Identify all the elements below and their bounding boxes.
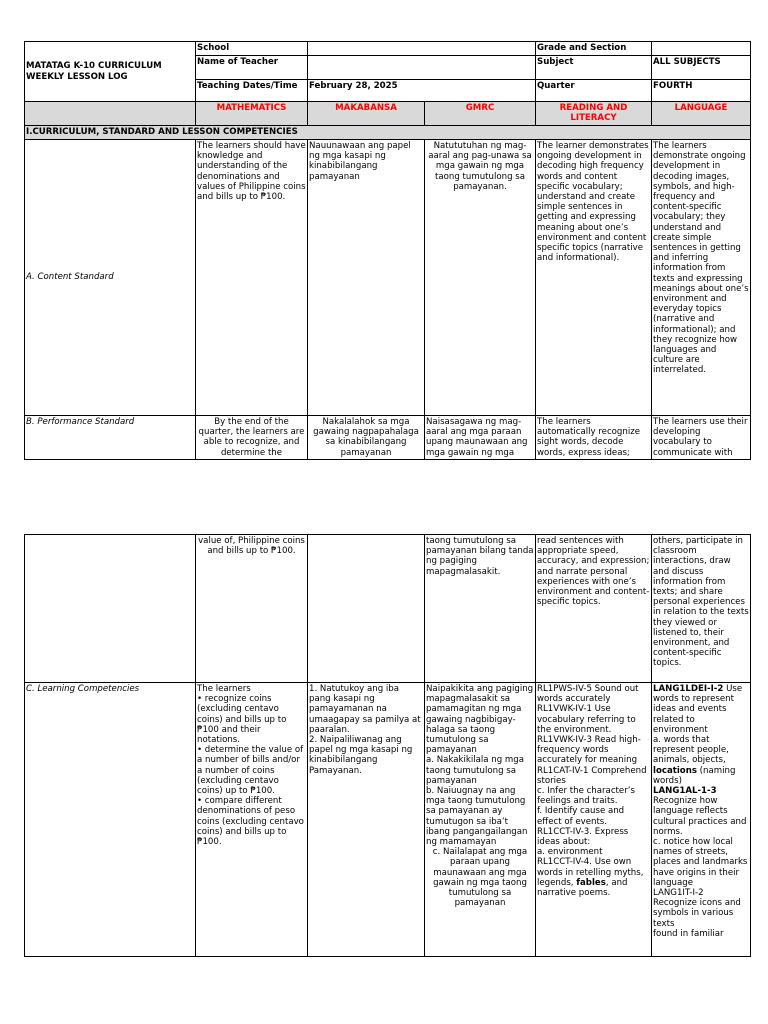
- content-standard-makabansa: Nauunawaan ang papel ng mga kasapi ng kinabibilangang pamayanan: [308, 140, 425, 416]
- section-heading-curriculum: I.CURRICULUM, STANDARD AND LESSON COMPETENCIES: [25, 126, 751, 140]
- performance-standard-makabansa-cont: [308, 535, 425, 683]
- performance-standard-math-cont: value of, Philippine coins and bills up to ₱100.: [196, 535, 308, 683]
- reading-competency-9: [537, 857, 650, 898]
- performance-standard-reading: The learners automatically recognize sight words, decode words, express ideas;: [536, 416, 652, 460]
- school-field[interactable]: [308, 42, 536, 56]
- language-text-8: found in familiar: [653, 928, 724, 939]
- language-code-2: [653, 786, 749, 796]
- subject-header-makabansa: MAKABANSA: [308, 102, 425, 126]
- gmrc-competency-intro: Naipakikita ang pagiging mapagmalasakit sa pamamagitan ng mga gawaing nagbibigay-halaga sa taong tumutulong sa pamayanan: [426, 684, 534, 756]
- subject-label: Subject: [536, 56, 652, 80]
- content-standard-label: A. Content Standard: [25, 140, 196, 416]
- content-standard-reading: The learner demonstrates ongoing development in decoding high frequency words and content specific vocabulary; understand and create simple sentences in getting and expressing meaning about one’s environment and content specific topics (narrative and informational).: [536, 140, 652, 416]
- reading-competency-6: f. Identify cause and effect of events.: [537, 806, 625, 827]
- reading-competency-9-bold: fables: [576, 877, 606, 888]
- language-text-1: Use words to represent ideas and events related to environment: [653, 684, 743, 735]
- subject-header-math: MATHEMATICS: [196, 102, 308, 126]
- dates-field[interactable]: February 28, 2025: [308, 80, 536, 102]
- math-competency-3: • compare different denominations of peso coins (excluding centavo coins) and bills up to ₱100.: [197, 796, 304, 848]
- reading-competency-3: RL1VWK-IV-3 Read high-frequency words accurately for meaning: [537, 735, 641, 766]
- reading-competency-9-tail: , and narrative poems.: [537, 877, 628, 899]
- subject-field[interactable]: ALL SUBJECTS: [652, 56, 751, 80]
- language-text-2: a. words that represent people, animals, objects,: [653, 735, 729, 766]
- content-standard-gmrc: Natututuhan ng mag-aaral ang pag-unawa sa mga gawain ng mga taong tumutulong sa pamayanan.: [425, 140, 536, 416]
- teacher-field[interactable]: [308, 56, 536, 80]
- language-text-5: c. notice how local names of streets, places and landmarks have origins in their language: [653, 837, 748, 888]
- language-bold-2: locations: [653, 765, 697, 776]
- language-text-7: Recognize icons and symbols in various texts: [653, 898, 741, 929]
- performance-standard-label: B. Performance Standard: [25, 416, 196, 460]
- gmrc-competency-a: a. Nakakikilala ng mga taong tumutulong sa pamayanan: [426, 755, 525, 786]
- content-standard-language: The learners demonstrate ongoing development in decoding images, symbols, and high-frequency and content-specific vocabulary; they understand and create simple sentences in getting and inferring information from texts and expressing meanings about one’s environment and everyday topics (narrative and informational); and they recognize how languages and culture are interrelated.: [652, 140, 751, 416]
- learning-competencies-reading: [536, 683, 652, 957]
- reading-competency-2: RL1VWK-IV-1 Use vocabulary referring to the environment.: [537, 704, 636, 735]
- learning-competencies-gmrc: [425, 683, 536, 957]
- math-competency-intro: The learners: [197, 684, 251, 694]
- content-standard-math: The learners should have knowledge and understanding of the denominations and values of Philippine coins and bills up to ₱100.: [196, 140, 308, 416]
- subject-header-blank: [25, 102, 196, 126]
- teacher-label: Name of Teacher: [196, 56, 308, 80]
- gmrc-competency-b: b. Naiuugnay na ang mga taong tumutulong sa pamayanan ay tumutugon sa iba’t ibang pangangailangan ng mamamayan: [426, 786, 528, 848]
- log-title: MATATAG K-10 CURRICULUM WEEKLY LESSON LOG: [25, 42, 196, 102]
- learning-competencies-math: [196, 683, 308, 957]
- language-code-1: LANG1LDEI-I-2: [653, 684, 724, 694]
- performance-standard-gmrc-cont: taong tumutulong sa pamayanan bilang tanda ng pagiging mapagmalasakit.: [425, 535, 536, 683]
- dates-label: Teaching Dates/Time: [196, 80, 308, 102]
- lesson-log-table-top: [24, 41, 750, 460]
- quarter-label: Quarter: [536, 80, 652, 102]
- learning-competencies-makabansa: [308, 683, 425, 957]
- reading-competency-1: RL1PWS-IV-5 Sound out words accurately: [537, 684, 639, 705]
- math-competency-2: • determine the value of a number of bills and/or a number of coins (excluding centavo coins) up to ₱100.: [197, 745, 304, 797]
- language-competency-1: [653, 684, 749, 735]
- grade-field[interactable]: [652, 42, 751, 56]
- performance-standard-language: The learners use their developing vocabulary to communicate with: [652, 416, 751, 460]
- makabansa-competency-2: 2. Naipaliliwanag ang papel ng mga kasapi ng kinabibilangang Pamayanan.: [309, 735, 413, 776]
- grade-label: Grade and Section: [536, 42, 652, 56]
- performance-standard-makabansa: Nakalalahok sa mga gawaing nagpapahalaga sa kinabibilangang pamayanan: [308, 416, 425, 460]
- subject-header-gmrc: GMRC: [425, 102, 536, 126]
- reading-competency-7: RL1CCT-IV-3. Express ideas about:: [537, 826, 629, 848]
- reading-competency-4: RL1CAT-IV-1 Comprehend stories: [537, 765, 647, 786]
- reading-competency-8: a. environment: [537, 847, 603, 858]
- subject-header-reading: READING AND LITERACY: [536, 102, 652, 126]
- language-text-4: Recognize how language reflects cultural practices and norms.: [653, 796, 747, 837]
- language-text-3: (naming words): [653, 765, 736, 786]
- school-label: School: [196, 42, 308, 56]
- learning-competencies-language: [652, 683, 751, 957]
- lesson-log-table-bottom: [24, 534, 750, 957]
- learning-competencies-label: C. Learning Competencies: [25, 683, 196, 957]
- math-competency-1: • recognize coins (excluding centavo coins) and bills up to ₱100 and their notations.: [197, 694, 287, 746]
- performance-standard-language-cont: others, participate in classroom interactions, draw and discuss information from texts; and share personal experiences in relation to the texts they viewed or listened to, their environment, and content-specific topics.: [652, 535, 751, 683]
- language-competency-2: [653, 735, 749, 786]
- reading-competency-9-text: RL1CCT-IV-4. Use own words in retelling myths, legends,: [537, 857, 644, 888]
- subject-header-language: LANGUAGE: [652, 102, 751, 126]
- language-text-6: LANG1IT-I-2: [653, 888, 704, 899]
- gmrc-competency-c: c. Nailalapat ang mga paraan upang maunawaan ang mga gawain ng mga taong tumutulong sa pamayanan: [432, 847, 528, 909]
- performance-standard-gmrc: Naisasagawa ng mag-aaral ang mga paraan upang maunawaan ang mga gawain ng mga: [425, 416, 536, 460]
- makabansa-competency-1: 1. Natutukoy ang iba pang kasapi ng pamayamanan na umaagapay sa pamilya at paaralan.: [309, 684, 421, 735]
- performance-standard-math: By the end of the quarter, the learners are able to recognize, and determine the: [196, 416, 308, 460]
- performance-standard-reading-cont: read sentences with appropriate speed, accuracy, and expression; and narrate personal experiences with one’s environment and content-specific topics.: [536, 535, 652, 683]
- reading-competency-5: c. Infer the character’s feelings and traits.: [537, 786, 635, 807]
- quarter-field[interactable]: FOURTH: [652, 80, 751, 102]
- language-code-2-text: LANG1AL-1-3: [653, 786, 717, 797]
- performance-standard-label-cont: [25, 535, 196, 683]
